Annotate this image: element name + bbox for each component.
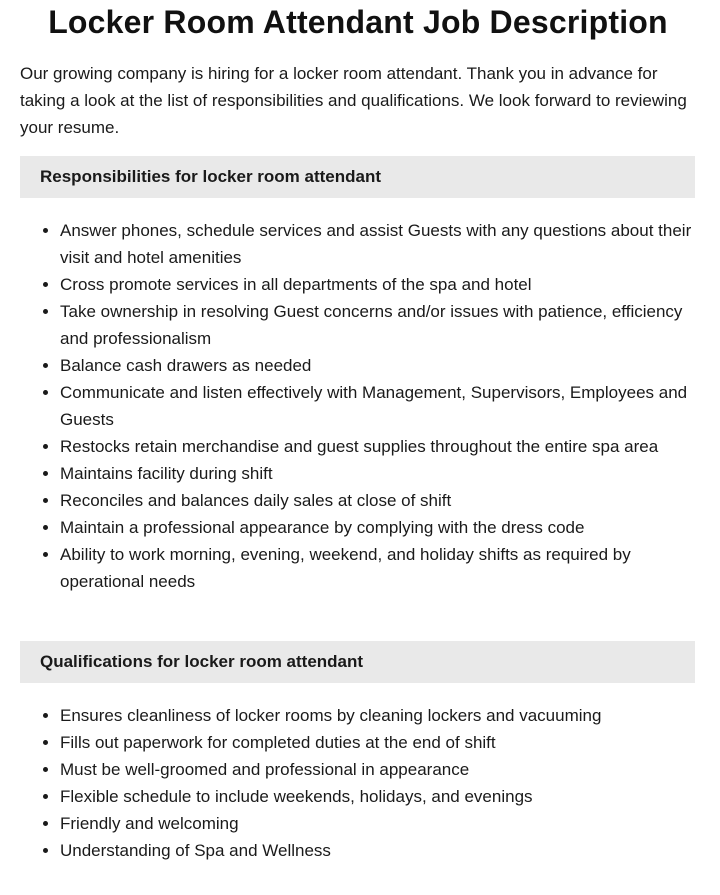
qualification-item: • Must be well-groomed and professional in appearance — [60, 756, 696, 783]
responsibility-item: • Maintain a professional appearance by complying with the dress code — [60, 514, 696, 541]
qualification-item: • Understanding of Spa and Wellness — [60, 837, 696, 864]
qualifications-list — [20, 702, 696, 864]
qualification-item: • Flexible schedule to include weekends, holidays, and evenings — [60, 783, 696, 810]
responsibilities-list — [20, 217, 696, 595]
responsibility-item: • Take ownership in resolving Guest concerns and/or issues with patience, efficiency and professionalism — [60, 298, 696, 352]
qualification-item: • Ensures cleanliness of locker rooms by cleaning lockers and vacuuming — [60, 702, 696, 729]
qualification-item: • Fills out paperwork for completed duties at the end of shift — [60, 729, 696, 756]
responsibility-item: • Communicate and listen effectively with Management, Supervisors, Employees and Guests — [60, 379, 696, 433]
responsibility-item: • Ability to work morning, evening, weekend, and holiday shifts as required by operational needs — [60, 541, 696, 595]
page-title: Locker Room Attendant Job Description — [48, 4, 668, 40]
responsibility-item: • Restocks retain merchandise and guest supplies throughout the entire spa area — [60, 433, 696, 460]
responsibility-item: • Cross promote services in all departments of the spa and hotel — [60, 271, 696, 298]
responsibility-item: • Balance cash drawers as needed — [60, 352, 696, 379]
qualifications-heading: Qualifications for locker room attendant — [20, 641, 695, 683]
qualification-item: • Friendly and welcoming — [60, 810, 696, 837]
intro-paragraph: Our growing company is hiring for a locker room attendant. Thank you in advance for taking a look at the list of responsibilities and qualifications. We look forward to reviewing your resume. — [20, 64, 687, 137]
responsibility-item: • Reconciles and balances daily sales at close of shift — [60, 487, 696, 514]
responsibility-item: • Answer phones, schedule services and assist Guests with any questions about their visit and hotel amenities — [60, 217, 696, 271]
responsibilities-heading: Responsibilities for locker room attendant — [20, 156, 695, 198]
responsibility-item: • Maintains facility during shift — [60, 460, 696, 487]
